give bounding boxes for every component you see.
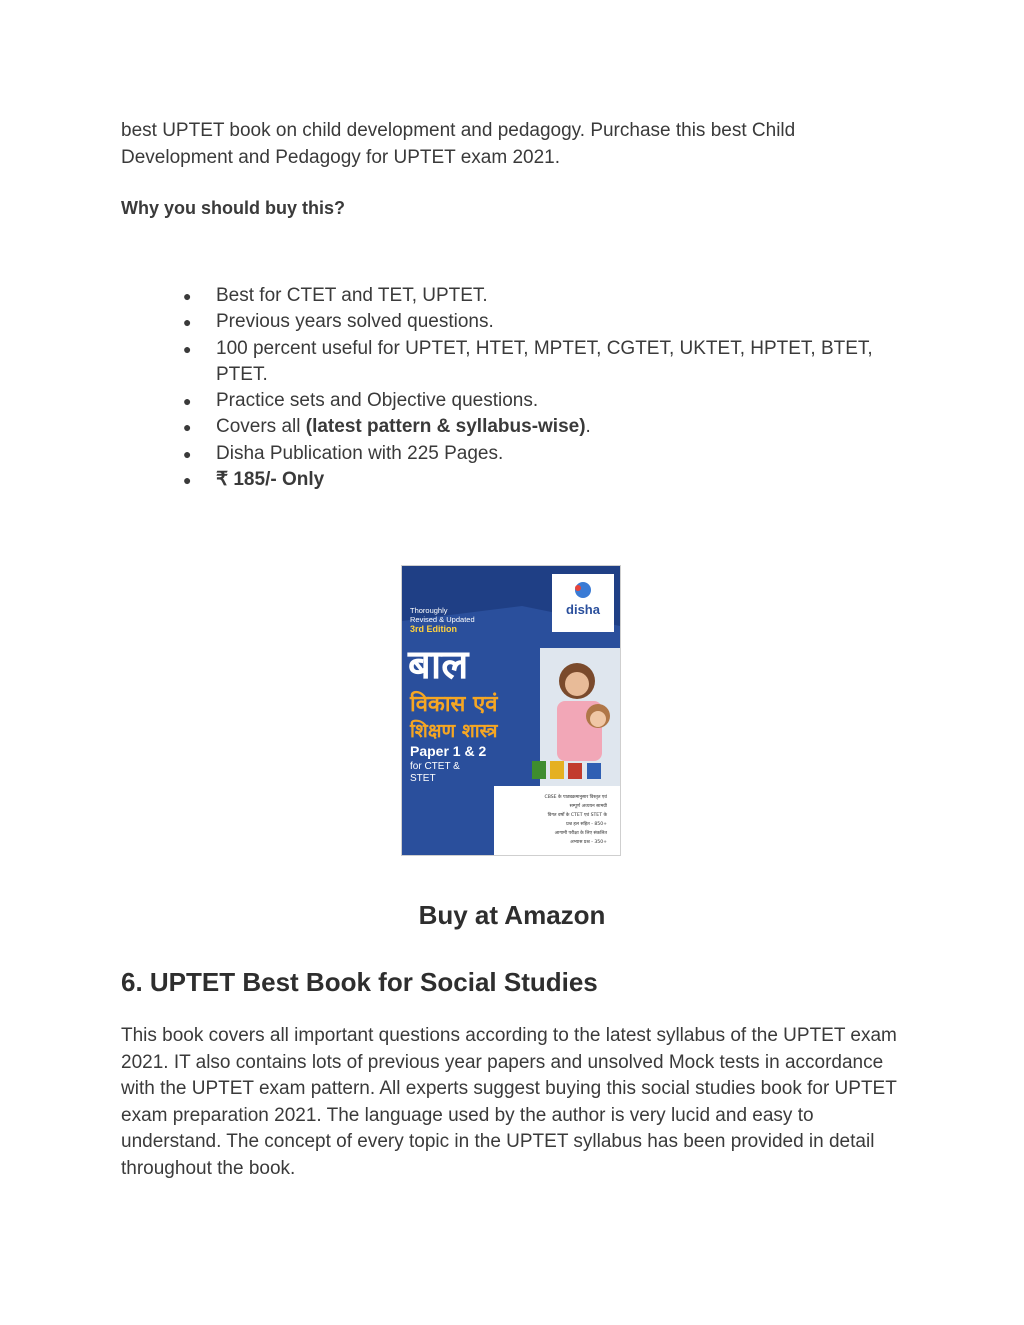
svg-text:अभ्यास प्रश्न - 350+: अभ्यास प्रश्न - 350+ — [570, 840, 607, 845]
bullet-icon: ● — [183, 419, 192, 436]
bullet-icon: ● — [183, 472, 192, 489]
publisher-name: disha — [566, 602, 600, 617]
svg-text:प्रश्न हल सहित - 850+: प्रश्न हल सहित - 850+ — [566, 822, 607, 827]
svg-text:STET: STET — [410, 773, 436, 784]
feature-item: ● Disha Publication with 225 Pages. — [183, 441, 883, 467]
svg-text:for CTET &: for CTET & — [410, 761, 460, 772]
feature-item-price — [183, 467, 883, 493]
cover-title-line2: विकास एवं — [410, 692, 498, 717]
feature-item: ● Practice sets and Objective questions. — [183, 388, 883, 414]
feature-item: ● 100 percent useful for UPTET, HTET, MPTET, CGTET, UKTET, HPTET, BTET, PTET. — [183, 337, 873, 385]
svg-text:Revised & Updated: Revised & Updated — [410, 615, 475, 624]
bullet-icon: ● — [183, 288, 192, 304]
bullet-icon: ● — [183, 393, 192, 410]
section-heading: 6. UPTET Best Book for Social Studies — [121, 967, 598, 997]
svg-text:सम्पूर्ण अध्ययन सामग्री: सम्पूर्ण अध्ययन सामग्री — [569, 804, 607, 809]
cover-paper: Paper 1 & 2 — [410, 743, 487, 759]
svg-text:CBSE के पाठ्यक्रमानुसार विस्तृ: CBSE के पाठ्यक्रमानुसार विस्तृत एवं — [544, 795, 607, 800]
buy-at-amazon-link[interactable]: Buy at Amazon — [418, 900, 606, 930]
feature-item: ● Best for CTET and TET, UPTET. — [183, 283, 883, 309]
cover-title-line3: शिक्षण शास्त्र — [410, 720, 498, 742]
price-text: ₹ 185/- Only — [216, 469, 325, 491]
feature-list — [183, 283, 883, 493]
why-buy-heading: Why you should buy this? — [121, 198, 345, 218]
feature-item: ● Previous years solved questions. — [183, 309, 883, 335]
svg-text:आगामी परीक्षा के लिए संकलित: आगामी परीक्षा के लिए संकलित — [554, 831, 607, 836]
feature-emphasis: (latest pattern & syllabus-wise) — [305, 416, 586, 438]
svg-text:3rd Edition: 3rd Edition — [410, 624, 457, 634]
cover-title-line1: बाल — [408, 642, 469, 688]
svg-text:विगत वर्षों के CTET एवं STET क: विगत वर्षों के CTET एवं STET के — [547, 813, 607, 818]
feature-item: ● Covers all (latest pattern & syllabus-wise). — [183, 414, 883, 440]
book-cover-illustration — [402, 566, 620, 855]
svg-text:Thoroughly: Thoroughly — [410, 606, 448, 615]
bullet-icon: ● — [183, 340, 192, 357]
bullet-icon: ● — [183, 314, 192, 331]
bullet-icon: ● — [183, 445, 192, 462]
intro-paragraph: best UPTET book on child development and pedagogy. Purchase this best Child Development and Pedagogy for UPTET exam 2021. — [121, 120, 796, 168]
section-body: This book covers all important questions according to the latest syllabus of the UPTET exam 2021. IT also contains lots of previous year papers and unsolved Mock tests in accordance with the UPTET exam pattern. All experts suggest buying this social studies book for UPTET exam preparation 2021. The language used by the author is very lucid and easy to understand. The concept of every topic in the UPTET syllabus has been provided in detail throughout the book. — [121, 1025, 897, 1179]
book-cover-image[interactable] — [401, 565, 621, 856]
